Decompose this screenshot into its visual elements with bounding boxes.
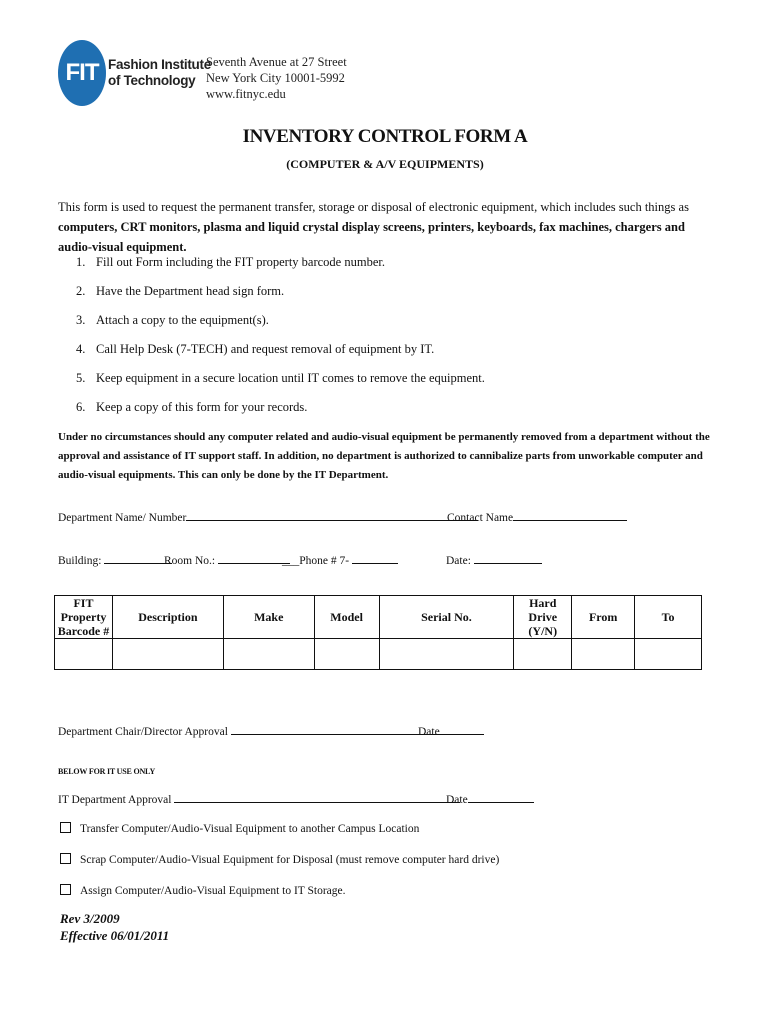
- dept-name-label: Department Name/ Number: [58, 512, 187, 524]
- column-header-make: Make: [223, 596, 314, 639]
- intro-paragraph: [58, 197, 718, 257]
- it-date-label: Date: [446, 794, 468, 806]
- list-item: 5. Keep equipment in a secure location until IT comes to remove the equipment.: [76, 371, 485, 385]
- it-use-only-heading: BELOW FOR IT USE ONLY: [58, 767, 156, 776]
- table-cell[interactable]: [572, 639, 635, 670]
- room-blank[interactable]: [218, 551, 290, 564]
- revision-info: [60, 910, 169, 944]
- table-cell[interactable]: [223, 639, 314, 670]
- list-item: 3. Attach a copy to the equipment(s).: [76, 313, 269, 327]
- option-storage-label: Assign Computer/Audio-Visual Equipment to IT Storage.: [80, 885, 346, 897]
- table-header-row: [55, 596, 702, 639]
- it-approval-blank[interactable]: [174, 790, 460, 803]
- dept-name-blank[interactable]: [186, 508, 478, 521]
- org-name-line1: Fashion Institute: [108, 57, 211, 72]
- room-field[interactable]: [164, 551, 290, 567]
- contact-name-field[interactable]: [447, 508, 627, 524]
- checkbox-transfer[interactable]: [60, 822, 71, 833]
- inventory-table: [54, 595, 702, 670]
- list-item: 2. Have the Department head sign form.: [76, 284, 285, 298]
- org-name-line2: of Technology: [108, 73, 196, 88]
- column-header-hard-drive: Hard Drive (Y/N): [514, 596, 572, 639]
- column-header-serial: Serial No.: [379, 596, 514, 639]
- option-transfer[interactable]: [60, 822, 419, 835]
- list-item: 6. Keep a copy of this form for your records.: [76, 400, 308, 414]
- address-block: [206, 54, 347, 102]
- contact-name-label: Contact Name: [447, 512, 514, 524]
- chair-date-blank[interactable]: [440, 722, 484, 735]
- table-cell[interactable]: [635, 639, 702, 670]
- address-line3: www.fitnyc.edu: [206, 87, 286, 101]
- phone-field[interactable]: [282, 551, 398, 567]
- checkbox-scrap[interactable]: [60, 853, 71, 864]
- table-row: [55, 639, 702, 670]
- table-cell[interactable]: [55, 639, 113, 670]
- it-date-blank[interactable]: [468, 790, 534, 803]
- warning-paragraph: Under no circumstances should any computer related and audio-visual equipment be permanently removed from a department without the approval and assistance of IT support staff. In addition, no department is authorized to cannibalize parts from unworkable computer and audio-visual equipments. This can only be done by the IT Department.: [58, 431, 710, 481]
- it-approval-label: IT Department Approval: [58, 794, 172, 806]
- column-header-from: From: [572, 596, 635, 639]
- instructions-list: [76, 254, 485, 428]
- list-item: 4. Call Help Desk (7-TECH) and request removal of equipment by IT.: [76, 342, 435, 356]
- dept-name-field[interactable]: [58, 508, 478, 524]
- date-blank[interactable]: [474, 551, 542, 564]
- building-label: Building:: [58, 555, 102, 567]
- date-field[interactable]: [446, 551, 542, 567]
- building-blank[interactable]: [104, 551, 172, 564]
- address-line1: Seventh Avenue at 27 Street: [206, 55, 347, 69]
- contact-name-blank[interactable]: [513, 508, 627, 521]
- table-cell[interactable]: [314, 639, 379, 670]
- intro-text: This form is used to request the permanent transfer, storage or disposal of electronic equipment, which includes such things as: [58, 200, 689, 214]
- column-header-to: To: [635, 596, 702, 639]
- address-line2: New York City 10001-5992: [206, 71, 345, 85]
- option-transfer-label: Transfer Computer/Audio-Visual Equipment to another Campus Location: [80, 823, 420, 835]
- column-header-model: Model: [314, 596, 379, 639]
- logo-text: FIT: [65, 59, 99, 86]
- option-scrap-label: Scrap Computer/Audio-Visual Equipment for Disposal (must remove computer hard drive): [80, 854, 500, 866]
- chair-approval-label: Department Chair/Director Approval: [58, 726, 228, 738]
- checkbox-storage[interactable]: [60, 884, 71, 895]
- chair-date-label: Date: [418, 726, 440, 738]
- list-item: 1. Fill out Form including the FIT property barcode number.: [76, 255, 385, 269]
- table-cell[interactable]: [112, 639, 223, 670]
- room-label: Room No.:: [164, 555, 216, 567]
- column-header-description: Description: [112, 596, 223, 639]
- phone-blank[interactable]: [352, 551, 398, 564]
- chair-date-field[interactable]: [418, 722, 484, 738]
- option-storage[interactable]: [60, 884, 346, 897]
- fit-logo: [58, 40, 106, 106]
- phone-label: ___Phone # 7-: [282, 555, 350, 567]
- revision-date: Rev 3/2009: [60, 911, 120, 926]
- form-title: INVENTORY CONTROL FORM A: [242, 126, 528, 147]
- effective-date: Effective 06/01/2011: [60, 928, 170, 943]
- form-subtitle: (COMPUTER & A/V EQUIPMENTS): [286, 157, 484, 171]
- table-cell[interactable]: [379, 639, 514, 670]
- date-label: Date:: [446, 555, 471, 567]
- chair-approval-field[interactable]: [58, 722, 455, 738]
- building-field[interactable]: [58, 551, 172, 567]
- org-name: [108, 57, 211, 89]
- it-approval-field[interactable]: [58, 790, 460, 806]
- it-date-field[interactable]: [446, 790, 534, 806]
- option-scrap[interactable]: [60, 853, 499, 866]
- column-header-barcode: FIT Property Barcode #: [55, 596, 113, 639]
- table-cell[interactable]: [514, 639, 572, 670]
- intro-bold-text: computers, CRT monitors, plasma and liquid crystal display screens, printers, keyboards, fax machines, chargers and audio-visual equipment.: [58, 220, 685, 254]
